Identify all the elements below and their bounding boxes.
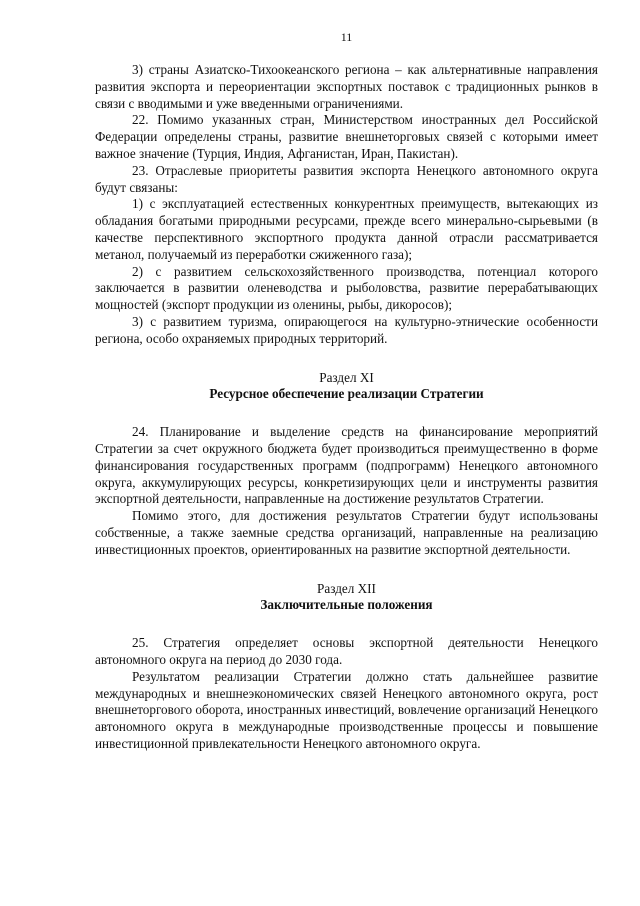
paragraph: 1) с эксплуатацией естественных конкурентных преимуществ, вытекающих из обладания богатыми природными ресурсами, прежде всего минерально-сырьевыми (в качестве перспективного экспортного продукта данной отрасли рассматривается метанол, получаемый из переработки сжиженного газа);	[95, 196, 598, 262]
paragraph: Помимо этого, для достижения результатов Стратегии будут использованы собственные, а также заемные средства организаций, направленные на реализацию инвестиционных проектов, ориентированных на развитие экспортной деятельности.	[95, 508, 598, 557]
section-label: Раздел XII	[317, 580, 376, 596]
section-label: Раздел XI	[319, 369, 374, 385]
paragraph: 2) с развитием сельскохозяйственного производства, потенциал которого заключается в развитии оленеводства и рыболовства, развитие перерабатывающих мощностей (экспорт продукции из оленины, рыбы, дикоросов);	[95, 263, 598, 313]
paragraph: 22. Помимо указанных стран, Министерством иностранных дел Российской Федерации определены страны, развитие внешнеторговых связей с которыми имеет важное значение (Турция, Индия, Афганистан, Иран, Пакистан).	[95, 112, 598, 161]
paragraph: 25. Стратегия определяет основы экспортной деятельности Ненецкого автономного округа на период до 2030 года.	[95, 635, 598, 667]
page-number: 11	[340, 30, 353, 44]
section-title: Ресурсное обеспечение реализации Стратегии	[209, 386, 484, 402]
paragraph: 23. Отраслевые приоритеты развития экспорта Ненецкого автономного округа будут связаны:	[95, 162, 598, 195]
section-title: Заключительные положения	[260, 597, 433, 613]
document-page	[95, 30, 598, 890]
paragraph: 3) с развитием туризма, опирающегося на культурно-этнические особенности региона, особо охраняемых природных территорий.	[95, 313, 598, 346]
paragraph: 24. Планирование и выделение средств на финансирование мероприятий Стратегии за счет окружного бюджета будет производиться преимущественно в форме финансирования государственных программ (подпрограмм) Ненецкого автономного округа, аккумулирующих ресурсы, конкретизирующих цели и инструменты развития экспортной деятельности, направленные на достижение результатов Стратегии.	[95, 424, 598, 507]
paragraph: Результатом реализации Стратегии должно стать дальнейшее развитие международных и внешнеэкономических связей Ненецкого автономного округа, рост внешнеторгового оборота, иностранных инвестиций, вовлечение организаций Ненецкого автономного округа в международные производственные процессы и повышение инвестиционной привлекательности Ненецкого автономного округа.	[95, 668, 598, 751]
paragraph: 3) страны Азиатско-Тихоокеанского региона – как альтернативные направления развития экспорта и переориентации экспортных поставок с традиционных рынков в связи с вводимыми и уже введенными ограничениями.	[95, 62, 598, 111]
